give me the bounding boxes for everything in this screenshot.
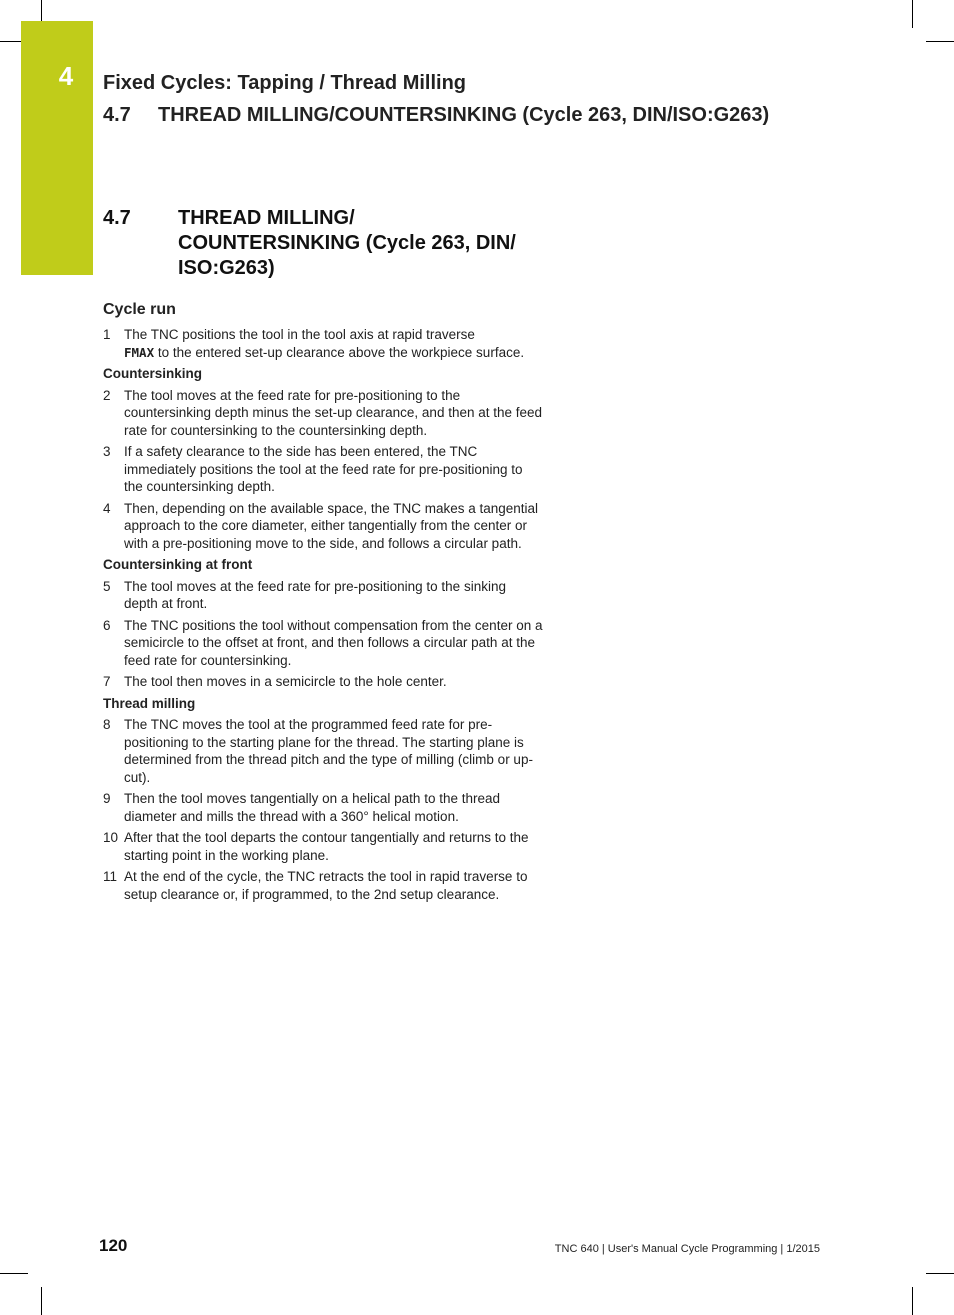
crop-mark xyxy=(0,1273,28,1274)
step-number: 11 xyxy=(103,869,118,884)
step-code: FMAX xyxy=(124,344,155,360)
list-item xyxy=(103,387,543,440)
step-number: 7 xyxy=(103,674,111,689)
step-text: The tool then moves in a semicircle to the hole center. xyxy=(124,674,447,689)
countersinking-title: Countersinking xyxy=(103,366,203,381)
thread-milling-title: Thread milling xyxy=(103,695,196,711)
list-item xyxy=(103,578,543,613)
section-heading-line3: ISO:G263) xyxy=(178,257,275,279)
step-text: Then, depending on the available space, the TNC makes a tangential approach to the core diameter, either tangentially from the center or with a pre-positioning move to the side, and follows a circular path. xyxy=(124,500,539,551)
step-text: If a safety clearance to the side has been entered, the TNC immediately positions the tool at the feed rate for pre-positioning to the countersinking depth. xyxy=(124,444,523,494)
list-item xyxy=(103,443,543,496)
list-item xyxy=(103,673,543,691)
step-text: The tool moves at the feed rate for pre-positioning to the countersinking depth minus the set-up clearance, and then at the feed rate for countersinking to the countersinking depth. xyxy=(124,387,543,438)
section-heading-line1: THREAD MILLING/ xyxy=(178,207,355,229)
section-heading xyxy=(103,206,563,281)
step-number: 8 xyxy=(103,717,111,732)
countersinking-front-title: Countersinking at front xyxy=(103,557,253,572)
step-text: After that the tool departs the contour tangentially and returns to the starting point in the working plane. xyxy=(124,830,529,863)
cycle-run-title: Cycle run xyxy=(103,301,176,318)
step-text: Then the tool moves tangentially on a helical path to the thread diameter and mills the thread with a 360° helical motion. xyxy=(124,791,500,824)
step-text: to the entered set-up clearance above the workpiece surface. xyxy=(154,344,525,360)
list-item xyxy=(103,326,543,361)
crop-mark xyxy=(926,1273,954,1274)
list-item xyxy=(103,716,543,786)
step-text: The TNC positions the tool in the tool axis at rapid traverse xyxy=(124,327,475,342)
step-number: 5 xyxy=(103,578,111,594)
crop-mark xyxy=(926,41,954,42)
chapter-tab xyxy=(21,21,93,275)
step-number: 6 xyxy=(103,617,111,633)
step-number: 1 xyxy=(103,327,111,342)
step-number: 10 xyxy=(103,830,119,845)
step-number: 9 xyxy=(103,791,111,806)
step-text: At the end of the cycle, the TNC retracts the tool in rapid traverse to setup clearance or, if programmed, to the 2nd setup clearance. xyxy=(124,869,528,902)
crop-mark xyxy=(912,1287,913,1315)
step-text: The tool moves at the feed rate for pre-positioning to the sinking depth at front. xyxy=(124,578,506,611)
chapter-number: 4 xyxy=(58,61,74,91)
crop-mark xyxy=(41,1287,42,1315)
step-number: 4 xyxy=(103,500,111,516)
running-section-title: THREAD MILLING/COUNTERSINKING (Cycle 263, DIN/ISO:G263) xyxy=(158,104,770,126)
chapter-title: Fixed Cycles: Tapping / Thread Milling xyxy=(103,72,467,94)
footer-text: TNC 640 | User's Manual Cycle Programming | 1/2015 xyxy=(554,1243,820,1255)
step-number: 3 xyxy=(103,444,111,459)
section-heading-line2: COUNTERSINKING (Cycle 263, DIN/ xyxy=(178,232,516,254)
list-item xyxy=(103,790,543,825)
section-heading-number: 4.7 xyxy=(103,207,131,229)
page-number: 120 xyxy=(99,1236,128,1255)
list-item xyxy=(103,868,543,903)
step-text: The TNC positions the tool without compensation from the center on a semicircle to the offset at front, and then follows a circular path at the feed rate for countersinking. xyxy=(124,617,543,668)
list-item xyxy=(103,829,543,864)
list-item xyxy=(103,500,543,553)
step-text: The TNC moves the tool at the programmed feed rate for pre-positioning to the starting plane for the thread. The starting plane is determined from the thread pitch and the type of milling (climb or up-cut). xyxy=(124,717,533,785)
page-content xyxy=(103,300,543,907)
list-item xyxy=(103,617,543,670)
crop-mark xyxy=(912,0,913,28)
running-section-number: 4.7 xyxy=(103,104,131,126)
running-section-header xyxy=(103,104,769,127)
step-number: 2 xyxy=(103,387,111,403)
